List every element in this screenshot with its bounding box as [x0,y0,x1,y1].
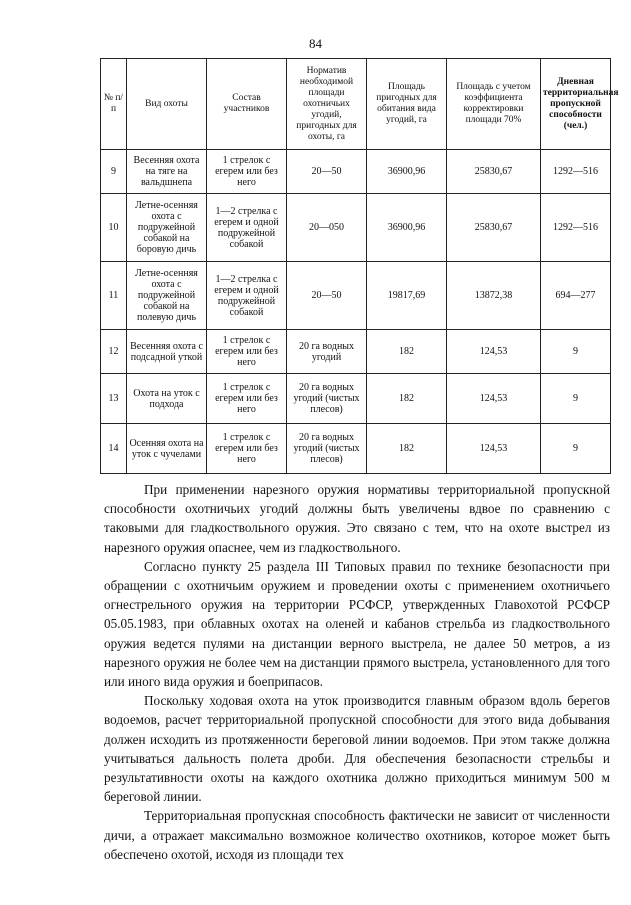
cell-habitat-area: 182 [367,424,447,474]
table-row [101,262,611,330]
cell-habitat-area: 182 [367,330,447,374]
cell-area-norm: 20—50 [287,150,367,194]
paragraph-rifled-weapons: При применении нарезного оружия нормативы территориальной пропускной способности охотничьих угодий должны быть увеличены вдвое по сравнению с таковыми для гладкоствольного оружия. Это связано с тем, что на охоте выстрел из нарезного оружия опаснее, чем из гладкоствольного. [104,482,610,555]
cell-area-norm: 20—050 [287,194,367,262]
cell-hunt-type: Летне-осенняя охота с подружейной собакой на полевую дичь [127,262,207,330]
col-header-habitat-area: Площадь пригодных для обитания вида угодий, га [367,59,447,150]
col-header-daily-capacity: Дневная территориальная пропускной способности (чел.) [541,59,611,150]
cell-hunt-type: Весенняя охота с подсадной уткой [127,330,207,374]
cell-daily-capacity: 9 [541,424,611,474]
col-header-participants: Состав участников [207,59,287,150]
cell-corrected-area: 124,53 [447,330,541,374]
body-text [104,480,610,864]
page-number: 84 [309,36,322,51]
table-row [101,150,611,194]
table-row [101,424,611,474]
col-header-area-norm: Норматив необходимой площади охотничьих угодий, пригодных для охоты, га [287,59,367,150]
cell-area-norm: 20—50 [287,262,367,330]
cell-habitat-area: 36900,96 [367,194,447,262]
cell-hunt-type: Весенняя охота на тяге на вальдшнепа [127,150,207,194]
cell-daily-capacity: 694—277 [541,262,611,330]
cell-participants: 1 стрелок с егерем или без него [207,330,287,374]
cell-corrected-area: 13872,38 [447,262,541,330]
cell-row-number: 10 [101,194,127,262]
paragraph-duck-hunting: Поскольку ходовая охота на уток производится главным образом вдоль берегов водоемов, расчет территориальной пропускной способности для этого вида добывания должен исходить из протяженности береговой линии водоемов. При этом также должна учитываться дальность полета дроби. Для обеспечения безопасности стрельбы и результативности охоты на каждого охотника должно приходиться минимум 500 м береговой линии. [104,693,610,805]
cell-habitat-area: 182 [367,374,447,424]
cell-corrected-area: 124,53 [447,424,541,474]
cell-daily-capacity: 9 [541,374,611,424]
cell-participants: 1 стрелок с егерем или без него [207,424,287,474]
table-row [101,194,611,262]
table-row [101,374,611,424]
cell-hunt-type: Охота на уток с подхода [127,374,207,424]
cell-daily-capacity: 1292—516 [541,150,611,194]
cell-corrected-area: 25830,67 [447,150,541,194]
cell-row-number: 9 [101,150,127,194]
col-header-corrected-area: Площадь с учетом коэффициента корректировки площади 70% [447,59,541,150]
cell-row-number: 13 [101,374,127,424]
table-header-row [101,59,611,150]
col-header-hunt-type: Вид охоты [127,59,207,150]
hunting-capacity-table [100,58,619,474]
cell-participants: 1—2 стрелка с егерем и одной подружейной собакой [207,262,287,330]
col-header-number: № п/п [101,59,127,150]
cell-row-number: 14 [101,424,127,474]
cell-hunt-type: Осенняя охота на уток с чучелами [127,424,207,474]
table-row [101,330,611,374]
cell-daily-capacity: 9 [541,330,611,374]
cell-hunt-type: Летне-осенняя охота с подружейной собакой на боровую дичь [127,194,207,262]
cell-habitat-area: 19817,69 [367,262,447,330]
cell-habitat-area: 36900,96 [367,150,447,194]
cell-participants: 1 стрелок с егерем или без него [207,150,287,194]
paragraph-territorial-capacity: Территориальная пропускная способность фактически не зависит от численности дичи, а отражает максимально возможное количество охотников, которое может быть обеспечено охотой, исходя из площади тех [104,808,610,862]
cell-row-number: 12 [101,330,127,374]
cell-corrected-area: 25830,67 [447,194,541,262]
cell-area-norm: 20 га водных угодий (чистых плесов) [287,374,367,424]
cell-participants: 1—2 стрелка с егерем и одной подружейной собакой [207,194,287,262]
cell-participants: 1 стрелок с егерем или без него [207,374,287,424]
cell-area-norm: 20 га водных угодий [287,330,367,374]
paragraph-safety-rules: Согласно пункту 25 раздела III Типовых правил по технике безопасности при обращении с охотничьим оружием и проведении охоты с применением охотничьего огнестрельного оружия на территории РСФСР, утвержденных Главохотой РСФСР 05.05.1983, при облавных охотах на оленей и кабанов стрельба из гладкоствольного оружия ведется пулями на дистанции верного выстрела, не далее 50 метров, а из нарезного оружия не более чем на дистанции прямого выстрела, установленного для того или иного вида оружия и боеприпасов. [104,558,610,690]
cell-row-number: 11 [101,262,127,330]
cell-corrected-area: 124,53 [447,374,541,424]
cell-area-norm: 20 га водных угодий (чистых плесов) [287,424,367,474]
cell-daily-capacity: 1292—516 [541,194,611,262]
